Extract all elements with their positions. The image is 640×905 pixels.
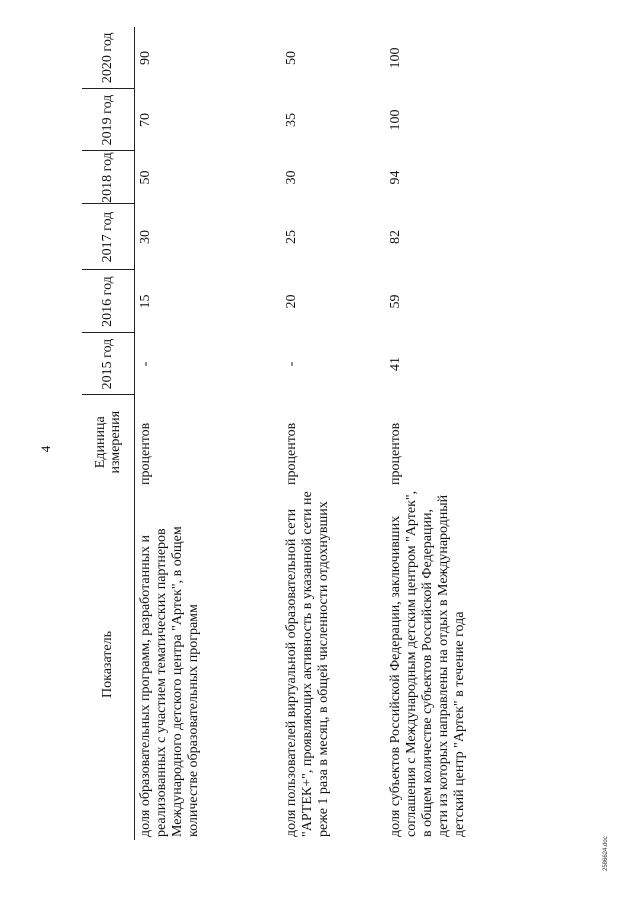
page-number: 4 (38, 445, 53, 453)
value-2020: 100 (387, 47, 403, 69)
value-2019: 100 (387, 109, 403, 131)
value-2019: 70 (138, 113, 153, 127)
indicator-cell: доля субъектов Российской Федерации, заключивших соглашения с Международным детским центром "Артек", в общем количестве субъектов Российской Федерации, дети из которых направлены на отдых в Международный детский центр "Артек" в течение года (387, 490, 467, 837)
header-year-2015: 2015 год (82, 333, 135, 395)
table-row (135, 27, 281, 840)
value-2015: 41 (387, 357, 403, 371)
unit-cell: процентов (387, 422, 403, 485)
header-indicator: Показатель (82, 489, 135, 840)
value-2018: 30 (283, 170, 299, 185)
unit-cell: процентов (283, 422, 299, 485)
indicator-cell: доля пользователей виртуальной образовательной сети "АРТЕК+", проявляющих активность в указанной сети не реже 1 раза в месяц, в общей численности отдохнувших (283, 491, 331, 837)
value-2017: 25 (283, 230, 299, 244)
header-year-2020: 2020 год (82, 27, 135, 89)
value-2015: - (138, 361, 153, 367)
value-2020: 90 (138, 51, 153, 65)
header-year-2019: 2019 год (82, 89, 135, 151)
value-2016: 20 (283, 294, 299, 309)
value-2017: 82 (387, 230, 403, 244)
header-year-2018: 2018 год (82, 151, 135, 204)
indicator-cell: доля образовательных программ, разработанных и реализованных с участием тематических партнеров Международного детского центра "Артек", в общем количестве образовательных программ (138, 526, 201, 837)
header-unit: Единица измерения (82, 395, 135, 489)
value-2016: 15 (138, 294, 153, 309)
table-row (281, 27, 388, 840)
header-year-2017: 2017 год (82, 204, 135, 270)
value-2018: 50 (138, 170, 153, 185)
value-2017: 30 (138, 230, 153, 244)
table-row (388, 27, 468, 840)
value-2020: 50 (283, 51, 299, 65)
indicators-table (82, 27, 468, 840)
document-filename: 2586624.doc (603, 836, 609, 871)
header-year-2016: 2016 год (82, 270, 135, 333)
value-2016: 59 (387, 294, 403, 309)
unit-cell: процентов (138, 422, 153, 485)
value-2019: 35 (283, 113, 299, 127)
value-2018: 94 (387, 170, 403, 185)
header-row (82, 27, 135, 840)
value-2015: - (283, 361, 299, 367)
